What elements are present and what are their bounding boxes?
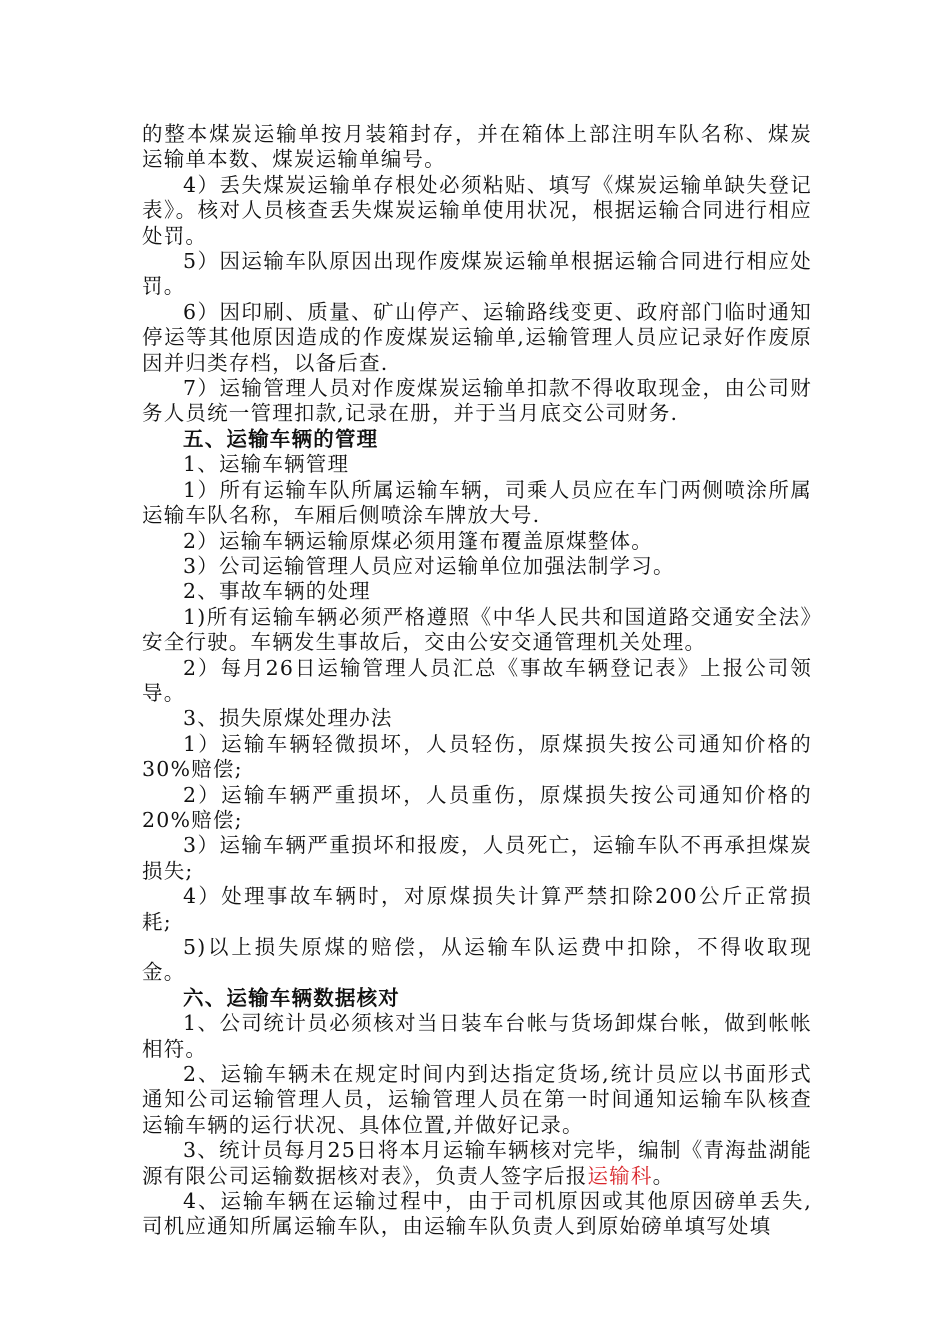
paragraph-vehicle-3: 3）公司运输管理人员应对运输单位加强法制学习。 bbox=[183, 553, 675, 578]
paragraph-loss-2: 2）运输车辆严重损坏，人员重伤，原煤损失按公司通知价格的20%赔偿; bbox=[142, 782, 812, 832]
paragraph-item-5: 5）因运输车队原因出现作废煤炭运输单根据运输合同进行相应处罚。 bbox=[142, 249, 812, 299]
paragraph-continued: 的整本煤炭运输单按月装箱封存，并在箱体上部注明车队名称、煤炭运输单本数、煤炭运输单编号。 bbox=[142, 122, 812, 172]
section-heading-5: 五、运输车辆的管理 bbox=[183, 426, 379, 451]
paragraph-vehicle-1: 1）所有运输车队所属运输车辆，司乘人员应在车门两侧喷涂所属运输车队名称，车厢后侧喷涂车牌放大号. bbox=[142, 477, 812, 528]
subheading-accident-handling: 2、事故车辆的处理 bbox=[183, 579, 371, 604]
paragraph-item-4: 4）丢失煤炭运输单存根处必须粘贴、填写《煤炭运输单缺失登记表》。核对人员核查丢失煤炭运输单使用状况，根据运输合同进行相应处罚。 bbox=[142, 172, 812, 248]
paragraph-data-4: 4、运输车辆在运输过程中，由于司机原因或其他原因磅单丢失,司机应通知所属运输车队，由运输车队负责人到原始磅单填写处填 bbox=[142, 1189, 812, 1239]
section-heading-6: 六、运输车辆数据核对 bbox=[183, 985, 400, 1010]
subheading-vehicle-management: 1、运输车辆管理 bbox=[183, 452, 350, 477]
paragraph-vehicle-2: 2）运输车辆运输原煤必须用篷布覆盖原煤整体。 bbox=[183, 528, 653, 553]
paragraph-loss-5: 5)以上损失原煤的赔偿，从运输车队运费中扣除，不得收取现金。 bbox=[142, 935, 812, 985]
paragraph-loss-3: 3）运输车辆严重损坏和报废，人员死亡，运输车队不再承担煤炭损失; bbox=[142, 833, 812, 883]
paragraph-data-3-text: 3、统计员每月25日将本月运输车辆核对完毕，编制《青海盐湖能源有限公司运输数据核对表》，负责人签字后报 bbox=[142, 1138, 812, 1188]
subheading-loss-handling: 3、损失原煤处理办法 bbox=[183, 706, 393, 731]
paragraph-accident-2: 2）每月26日运输管理人员汇总《事故车辆登记表》上报公司领导。 bbox=[142, 655, 812, 705]
paragraph-data-3 bbox=[142, 1138, 812, 1189]
paragraph-data-1: 1、公司统计员必须核对当日装车台帐与货场卸煤台帐，做到帐帐相符。 bbox=[142, 1011, 812, 1061]
paragraph-item-6: 6）因印刷、质量、矿山停产、运输路线变更、政府部门临时通知停运等其他原因造成的作废煤炭运输单,运输管理人员应记录好作废原因并归类存档，以备后查. bbox=[142, 299, 812, 375]
paragraph-accident-1: 1)所有运输车辆必须严格遵照《中华人民共和国道路交通安全法》安全行驶。车辆发生事故后，交由公安交通管理机关处理。 bbox=[142, 604, 812, 655]
document-body bbox=[142, 122, 812, 1240]
highlight-transport-dept: 运输科 bbox=[587, 1163, 653, 1188]
highlight-tail: 。 bbox=[652, 1163, 675, 1188]
paragraph-loss-1: 1）运输车辆轻微损坏，人员轻伤，原煤损失按公司通知价格的30%赔偿; bbox=[142, 731, 812, 782]
paragraph-data-2: 2、运输车辆未在规定时间内到达指定货场,统计员应以书面形式通知公司运输管理人员，运输管理人员在第一时间通知运输车队核查运输车辆的运行状况、具体位置,并做好记录。 bbox=[142, 1062, 812, 1137]
paragraph-loss-4: 4）处理事故车辆时，对原煤损失计算严禁扣除200公斤正常损耗; bbox=[142, 884, 812, 934]
paragraph-item-7: 7）运输管理人员对作废煤炭运输单扣款不得收取现金，由公司财务人员统一管理扣款,记录在册，并于当月底交公司财务. bbox=[142, 376, 812, 426]
